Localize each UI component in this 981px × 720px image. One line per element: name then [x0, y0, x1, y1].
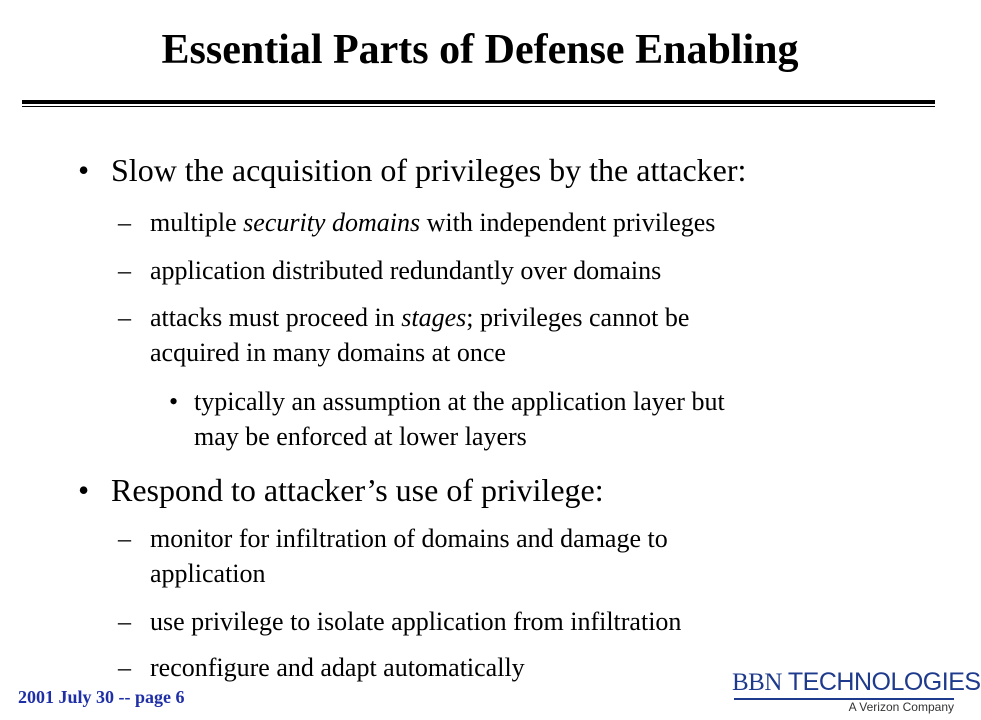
dash-glyph: – [118, 256, 131, 285]
slide-title: Essential Parts of Defense Enabling [161, 27, 799, 73]
sub-bullet-1-1-pre: multiple [150, 208, 244, 237]
bullet-1-text: Slow the acquisition of privileges by the attacker: [111, 152, 747, 188]
sub-bullet-2-2-text: use privilege to isolate application from infiltration [150, 607, 682, 636]
bbn-logo [732, 668, 981, 714]
bullet-glyph: • [78, 152, 90, 188]
sub-bullet-1-2-text: application distributed redundantly over domains [150, 256, 662, 285]
bullet-2 [78, 470, 604, 510]
dash-glyph: – [118, 524, 131, 553]
sub-bullet-1-1 [118, 205, 918, 240]
bullet-1 [78, 150, 746, 190]
logo-technologies: TECHNOLOGIES [781, 668, 981, 696]
sub-bullet-2-2 [118, 604, 918, 639]
page-footer: 2001 July 30 -- page 6 [18, 687, 185, 707]
sub-bullet-1-1-post: with independent privileges [420, 208, 716, 237]
logo-bbn: BBN [732, 669, 782, 696]
logo-name [732, 668, 981, 697]
sub-bullet-1-3-post: ; privileges cannot be [466, 303, 690, 332]
dash-glyph: – [118, 607, 131, 636]
title-rule-thick [22, 100, 935, 104]
dash-glyph: – [118, 208, 131, 237]
sub-sub-bullet-line1: typically an assumption at the application layer but [194, 387, 725, 416]
dash-glyph: – [118, 303, 131, 332]
bullet-glyph: • [78, 472, 90, 508]
bullet-glyph: • [169, 387, 179, 416]
sub-bullet-1-1-emphasis: security domains [243, 208, 421, 237]
sub-sub-bullet-1-3-1 [169, 384, 869, 454]
title-rule-thin [22, 106, 935, 107]
sub-bullet-2-1-line1: monitor for infiltration of domains and damage to [150, 524, 668, 553]
sub-bullet-1-3-emphasis: stages [401, 303, 467, 332]
sub-bullet-1-3-line2: acquired in many domains at once [150, 338, 506, 367]
sub-bullet-1-2 [118, 253, 918, 288]
sub-bullet-2-1 [118, 521, 918, 591]
sub-bullet-2-3-text: reconfigure and adapt automatically [150, 653, 525, 682]
sub-bullet-1-3 [118, 300, 918, 370]
bullet-2-text: Respond to attacker’s use of privilege: [111, 472, 604, 508]
logo-tagline: A Verizon Company [848, 700, 954, 714]
sub-bullet-1-3-pre: attacks must proceed in [150, 303, 402, 332]
sub-sub-bullet-line2: may be enforced at lower layers [194, 422, 527, 451]
dash-glyph: – [118, 653, 131, 682]
sub-bullet-2-1-line2: application [150, 559, 266, 588]
